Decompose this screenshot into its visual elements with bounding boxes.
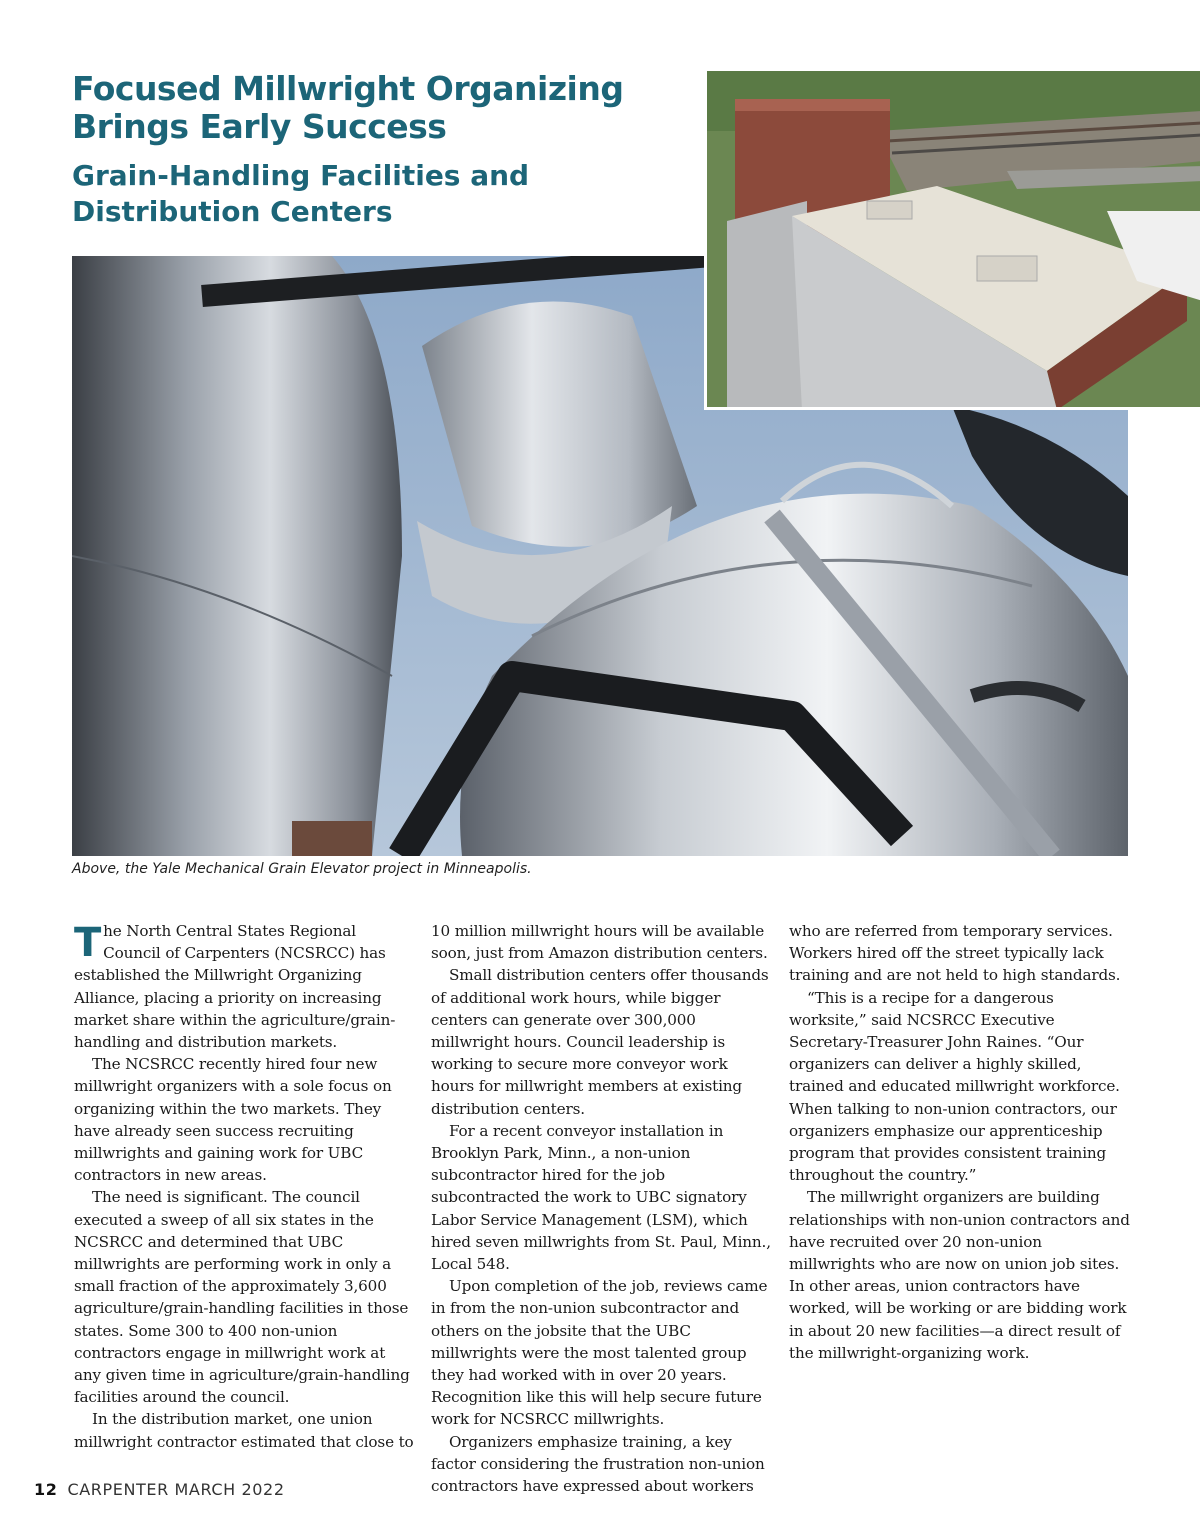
subheadline: Grain-Handling Facilities and Distribution Centers bbox=[72, 159, 530, 228]
paragraph: The NCSRCC recently hired four new millwright organizers with a sole focus on organizing within the two markets. They have already seen success recruiting millwrights and gaining work for UBC contractors in new areas. bbox=[74, 1055, 392, 1185]
paragraph: In the distribution market, one union millwright contractor estimated that close to bbox=[74, 1410, 414, 1451]
drop-cap: T bbox=[74, 920, 102, 966]
paragraph: For a recent conveyor installation in Brooklyn Park, Minn., a non-union subcontractor hired for the job subcontracted the work to UBC signatory Labor Service Management (LSM), which hired seven millwrights from St. Paul, Minn., Local 548. bbox=[431, 1121, 771, 1274]
paragraph: The need is significant. The council executed a sweep of all six states in the NCSRCC and determined that UBC millwrights are performing work in only a small fraction of the approximately 3,600 agriculture/grain-handling facilities in those states. Some 300 to 400 non-union contractors engage in millwright work at any given time in agriculture/grain-handling facilities around the council. bbox=[74, 1188, 410, 1407]
paragraph: 10 million millwright hours will be available soon, just from Amazon distribution centers. bbox=[431, 922, 768, 963]
inset-photo-aerial bbox=[704, 71, 1200, 410]
paragraph: who are referred from temporary services. Workers hired off the street typically lack training and are not held to high standards. bbox=[789, 922, 1121, 985]
body-column-1 bbox=[74, 920, 416, 1453]
page-number: 12 bbox=[34, 1480, 58, 1499]
publication-name: CARPENTER MARCH 2022 bbox=[67, 1480, 285, 1499]
body-column-2 bbox=[431, 920, 773, 1497]
body-column-3 bbox=[789, 920, 1131, 1364]
paragraph: The North Central States Regional Council of Carpenters (NCSRCC) has established the Millwright Organizing Alliance, placing a priority on increasing market share within the agriculture/grain-handling and distribution markets. bbox=[74, 920, 396, 1052]
page-footer bbox=[34, 1479, 285, 1501]
paragraph: Small distribution centers offer thousands of additional work hours, while bigger centers can generate over 300,000 millwright hours. Council leadership is working to secure more conveyor work hours for millwright members at existing distribution centers. bbox=[431, 966, 769, 1118]
paragraph: Upon completion of the job, reviews came in from the non-union subcontractor and others on the jobsite that the UBC millwrights were the most talented group they had worked with in over 20 years. Recognition like this will help secure future work for NCSRCC millwrights. bbox=[431, 1277, 768, 1429]
paragraph: “This is a recipe for a dangerous worksite,” said NCSRCC Executive Secretary-Treasurer John Raines. “Our organizers can deliver a highly skilled, trained and educated millwright workforce. When talking to non-union contractors, our organizers emphasize our apprenticeship program that provides consistent training throughout the country.” bbox=[789, 988, 1120, 1185]
headline: Focused Millwright Organizing Brings Early Success bbox=[72, 69, 624, 146]
photo-caption: Above, the Yale Mechanical Grain Elevator project in Minneapolis. bbox=[72, 861, 532, 877]
paragraph: The millwright organizers are building relationships with non-union contractors and have recruited over 20 non-union millwrights who are now on union job sites. In other areas, union contractors have worked, will be working or are bidding work in about 20 new facilities—a direct result of the millwright-organizing work. bbox=[789, 1188, 1130, 1362]
paragraph: Organizers emphasize training, a key factor considering the frustration non-union contractors have expressed about workers bbox=[431, 1432, 765, 1496]
